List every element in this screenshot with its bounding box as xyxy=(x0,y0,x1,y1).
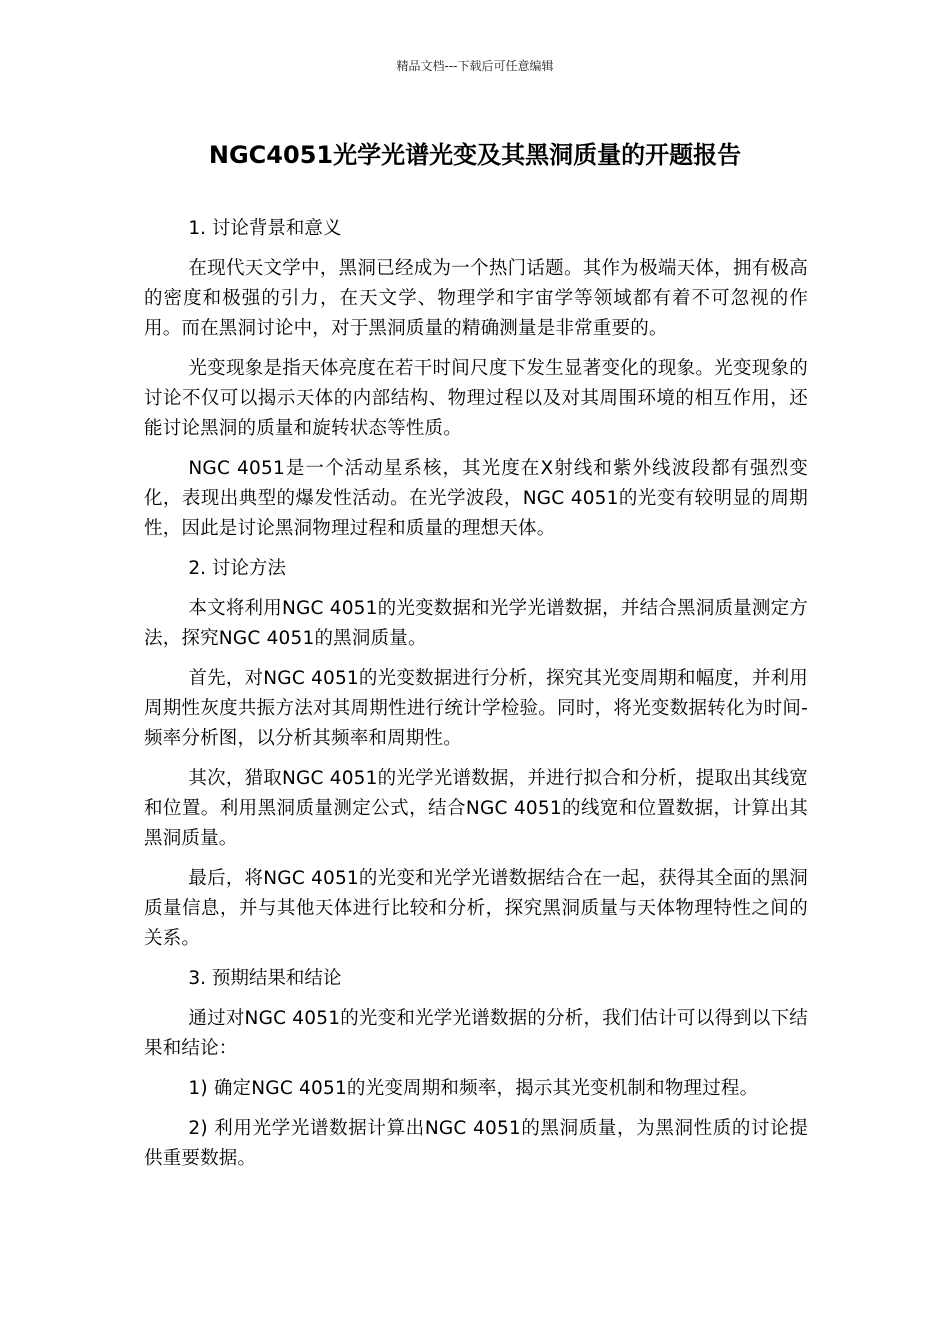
paragraph: 最后，将NGC 4051的光变和光学光谱数据结合在一起，获得其全面的黑洞质量信息，并与其他天体进行比较和分析，探究黑洞质量与天体物理特性之间的关系。 xyxy=(144,868,808,949)
paragraph: 在现代天文学中，黑洞已经成为一个热门话题。其作为极端天体，拥有极高的密度和极强的引力，在天文学、物理学和宇宙学等领域都有着不可忽视的作用。而在黑洞讨论中，对于黑洞质量的精确测量是非常重要的。 xyxy=(144,258,808,339)
list-item: 2) 利用光学光谱数据计算出NGC 4051的黑洞质量，为黑洞性质的讨论提供重要数据。 xyxy=(144,1118,808,1169)
paragraph: 本文将利用NGC 4051的光变数据和光学光谱数据，并结合黑洞质量测定方法，探究NGC 4051的黑洞质量。 xyxy=(144,598,808,649)
section-background xyxy=(144,214,808,544)
document-body xyxy=(144,214,808,1184)
section-heading: 3. 预期结果和结论 xyxy=(188,968,342,989)
section-results xyxy=(144,964,808,1174)
paragraph: 首先，对NGC 4051的光变数据进行分析，探究其光变周期和幅度，并利用周期性灰度共振方法对其周期性进行统计学检验。同时，将光变数据转化为时间-频率分析图，以分析其频率和周期性。 xyxy=(144,668,808,749)
paragraph: 光变现象是指天体亮度在若干时间尺度下发生显著变化的现象。光变现象的讨论不仅可以揭示天体的内部结构、物理过程以及对其周围环境的相互作用，还能讨论黑洞的质量和旋转状态等性质。 xyxy=(144,358,808,439)
section-method xyxy=(144,554,808,954)
section-heading: 2. 讨论方法 xyxy=(188,558,286,579)
section-heading: 1. 讨论背景和意义 xyxy=(188,218,342,239)
list-item: 1) 确定NGC 4051的光变周期和频率，揭示其光变机制和物理过程。 xyxy=(188,1078,759,1099)
document-title: NGC4051光学光谱光变及其黑洞质量的开题报告 xyxy=(208,141,742,169)
paragraph: NGC 4051是一个活动星系核，其光度在X射线和紫外线波段都有强烈变化，表现出典型的爆发性活动。在光学波段，NGC 4051的光变有较明显的周期性，因此是讨论黑洞物理过程和质量的理想天体。 xyxy=(144,458,808,539)
paragraph: 通过对NGC 4051的光变和光学光谱数据的分析，我们估计可以得到以下结果和结论： xyxy=(144,1008,808,1059)
paragraph: 其次，猎取NGC 4051的光学光谱数据，并进行拟合和分析，提取出其线宽和位置。利用黑洞质量测定公式，结合NGC 4051的线宽和位置数据，计算出其黑洞质量。 xyxy=(144,768,808,849)
header-note: 精品文档---下载后可任意编辑 xyxy=(396,59,554,73)
